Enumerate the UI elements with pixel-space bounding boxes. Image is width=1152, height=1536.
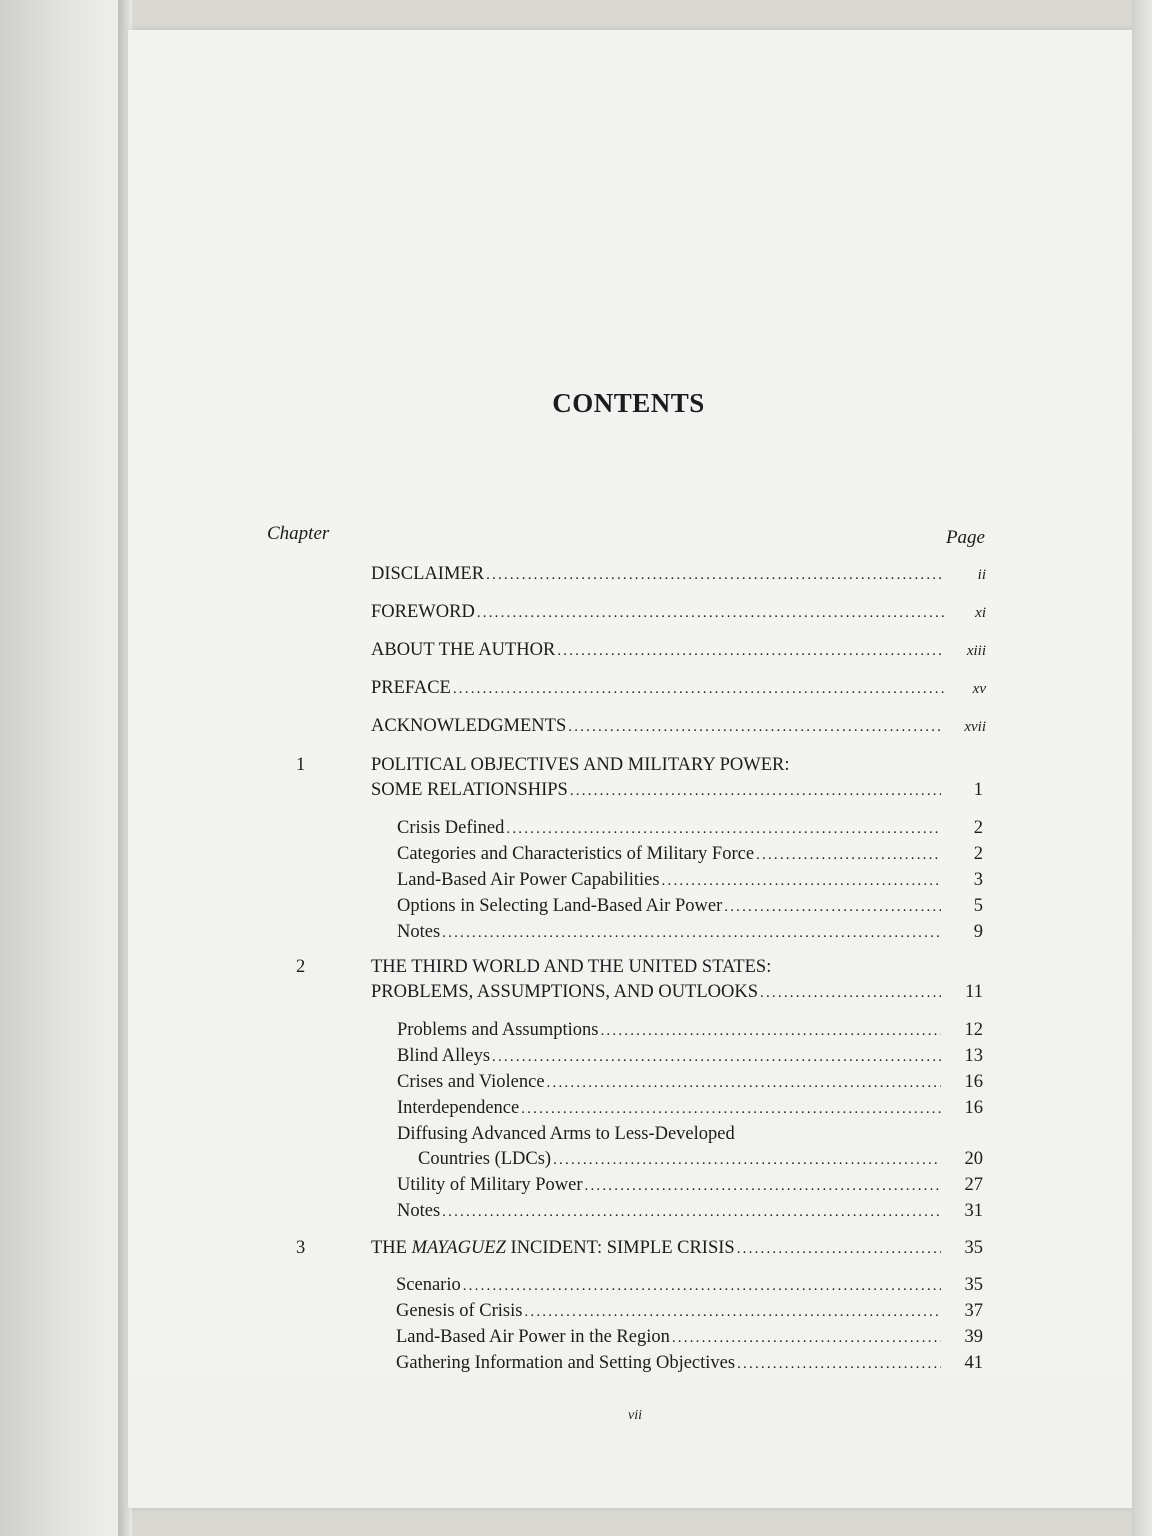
toc-section: Interdependence ..... 16 (397, 1096, 983, 1122)
toc-entry-page: xv (972, 681, 986, 697)
chapter-title-line: THE THIRD WORLD AND THE UNITED STATES: (371, 957, 772, 977)
page-folio: vii (628, 1408, 642, 1423)
toc-entry-page: ii (977, 567, 986, 583)
toc-section: Land-Based Air Power Capabilities ..... 3 (397, 868, 983, 894)
toc-section: Scenario ..... 35 (396, 1273, 983, 1299)
page-title: CONTENTS (552, 388, 705, 418)
toc-entry-foreword (371, 600, 986, 626)
facing-page-edge (0, 0, 125, 1536)
toc-entry-page: 1 (973, 780, 983, 800)
chapter-title (371, 1236, 983, 1262)
toc-section-list (397, 816, 983, 946)
toc-section: Diffusing Advanced Arms to Less-Developed (397, 1124, 735, 1144)
toc-entry-label: ACKNOWLEDGMENTS (371, 716, 567, 736)
chapter-title-line: SOME RELATIONSHIPS (371, 780, 568, 800)
toc-entry-page: xiii (966, 643, 986, 659)
toc-section: Categories and Characteristics of Military Force ..... 2 (397, 842, 983, 868)
chapter-column-header: Chapter (267, 523, 330, 544)
toc-section: Problems and Assumptions ..... 12 (397, 1018, 983, 1044)
toc-entry-disclaimer (371, 562, 986, 588)
chapter-title-line: POLITICAL OBJECTIVES AND MILITARY POWER: (371, 755, 790, 775)
toc-section: Gathering Information and Setting Objectives ..... 41 (396, 1351, 983, 1377)
toc-entry-page: 35 (964, 1238, 983, 1258)
toc-section-list (396, 1273, 983, 1377)
chapter-number: 3 (296, 1238, 306, 1258)
toc-entry-page: xi (975, 605, 986, 621)
toc-section: Notes ..... 31 (397, 1199, 983, 1225)
toc-section: Genesis of Crisis ..... 37 (396, 1299, 983, 1325)
toc-section: Land-Based Air Power in the Region ..... 39 (396, 1325, 983, 1351)
toc-entry-label: ABOUT THE AUTHOR (371, 640, 556, 660)
page-stack-edge (1132, 0, 1152, 1536)
toc-entry-preface (371, 676, 986, 702)
toc-section: Options in Selecting Land-Based Air Power ..... 5 (397, 894, 983, 920)
chapter-title-line: THE MAYAGUEZ INCIDENT: SIMPLE CRISIS (371, 1238, 735, 1258)
toc-section: Notes ..... 9 (397, 920, 983, 946)
chapter-number: 1 (296, 755, 306, 775)
chapter-number: 2 (296, 957, 306, 977)
toc-section: Crisis Defined ..... 2 (397, 816, 983, 842)
toc-entry-acknowledgments (371, 714, 986, 740)
chapter-title (371, 955, 983, 1006)
toc-section: Utility of Military Power ..... 27 (397, 1173, 983, 1199)
toc-entry-about-author (371, 638, 986, 664)
toc-entry-label: PREFACE (371, 678, 451, 698)
toc-entry-page: 11 (965, 982, 983, 1002)
toc-entry-label: DISCLAIMER (371, 564, 485, 584)
toc-section-continuation: Countries (LDCs) ..... 20 (397, 1147, 983, 1173)
chapter-title-line: PROBLEMS, ASSUMPTIONS, AND OUTLOOKS (371, 982, 759, 1002)
toc-section: Crises and Violence ..... 16 (397, 1070, 983, 1096)
toc-entry-label: FOREWORD (371, 602, 475, 622)
chapter-title (371, 753, 983, 804)
toc-section-list (397, 1018, 983, 1225)
toc-entry-page: xvii (964, 719, 986, 735)
toc-section: Blind Alleys ..... 13 (397, 1044, 983, 1070)
page-column-header: Page (945, 527, 985, 548)
